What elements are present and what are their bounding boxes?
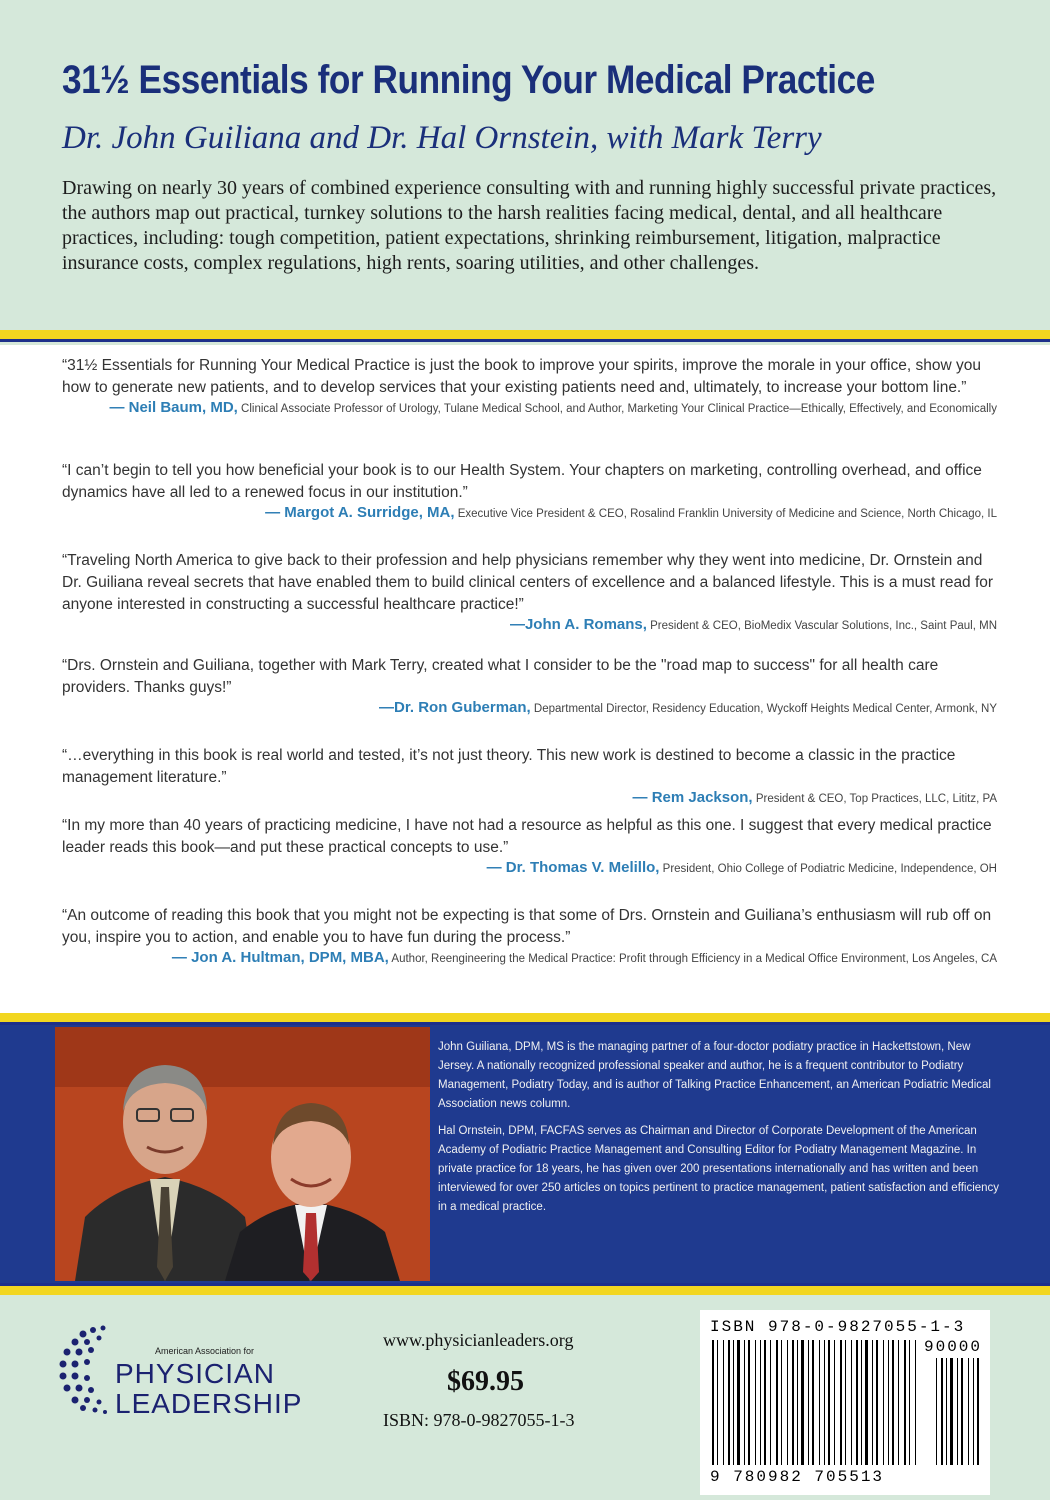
testimonial-attribution xyxy=(62,399,997,418)
testimonial-attribution xyxy=(62,699,997,718)
testimonial-text: “An outcome of reading this book that you might not be expecting is that some of Drs. Ornstein and Guiliana’s enthusiasm will rub off on you, inspire you to action, and enable you to have fun during the process.” xyxy=(62,907,992,946)
testimonial-attribution xyxy=(62,789,997,808)
book-blurb: Drawing on nearly 30 years of combined experience consulting with and running highly successful private practices, the authors map out practical, turnkey solutions to the harsh realities facing medical, dental, and all healthcare practices, including: tough competition, patient expectations, shrinking reimbursement, litigation, malpractice insurance costs, complex regulations, high rents, soaring utilities, and other challenges. xyxy=(62,177,997,274)
barcode xyxy=(700,1310,990,1495)
logo-line1: PHYSICIAN xyxy=(115,1358,275,1389)
bio-guiliana: John Guiliana, DPM, MS is the managing partner of a four-doctor podiatry practice in Hackettstown, New Jersey. A nationally recognized professional speaker and author, he is a frequent contributor to Podiatry Management, Podiatry Today, and is author of Talking Practice Enhancement, an American Podiatric Medical Association news column. xyxy=(438,1041,991,1110)
authors-photo xyxy=(55,1027,430,1281)
testimonial-role: President, Ohio College of Podiatric Medicine, Independence, OH xyxy=(662,863,997,875)
price: $69.95 xyxy=(447,1366,524,1397)
testimonial-attribution xyxy=(62,504,997,523)
publisher-url: www.physicianleaders.org xyxy=(383,1330,574,1350)
testimonial-text: “…everything in this book is real world and tested, it’s not just theory. This new work is destined to become a classic in the practice management literature.” xyxy=(62,747,956,786)
bio-ornstein: Hal Ornstein, DPM, FACFAS serves as Chairman and Director of Corporate Development of the American Academy of Podiatric Practice Management and Consulting Editor for Podiatry Management Magazine. In private practice for 18 years, he has given over 200 presentations internationally and has written and been interviewed for over 250 articles on topics pertinent to practice management, patient satisfaction and efficiency in a medical practice. xyxy=(438,1125,1000,1213)
testimonial-text: “I can’t begin to tell you how beneficial your book is to our Health System. Your chapters on marketing, controlling overhead, and office dynamics have all led to a renewed focus in our institution.” xyxy=(62,462,982,501)
testimonial-text: “31½ Essentials for Running Your Medical Practice is just the book to improve your spirits, improve the morale in your office, show you how to generate new patients, and to develop services that your existing patients need and, ultimately, to increase your bottom line.” xyxy=(62,357,981,396)
testimonial-text: “Drs. Ornstein and Guiliana, together with Mark Terry, created what I consider to be the "road map to success" for all health care providers. Thanks guys!” xyxy=(62,657,939,696)
testimonial-role: Executive Vice President & CEO, Rosalind Franklin University of Medicine and Science, North Chicago, IL xyxy=(457,508,997,520)
testimonial-name: — Neil Baum, MD, xyxy=(109,399,238,416)
testimonials-section xyxy=(0,345,1050,1013)
divider-band xyxy=(0,330,1050,342)
testimonial-attribution xyxy=(62,616,997,635)
testimonial-name: — Jon A. Hultman, DPM, MBA, xyxy=(171,949,389,966)
testimonial-text: “Traveling North America to give back to their profession and help physicians remember why they went into medicine, Dr. Ornstein and Dr. Guiliana reveal secrets that have enabled them to build clinical centers of excellence and a balanced lifestyle. This is a must read for anyone interested in constructing a successful healthcare practice!” xyxy=(62,552,994,613)
testimonial-name: — Dr. Thomas V. Melillo, xyxy=(486,859,660,876)
testimonial-text: “In my more than 40 years of practicing medicine, I have not had a resource as helpful as this one. I suggest that every medical practice leader reads this book—and put these practical concepts to use.” xyxy=(62,817,992,856)
testimonial-role: Departmental Director, Residency Education, Wyckoff Heights Medical Center, Armonk, NY xyxy=(533,703,997,715)
author-bios xyxy=(438,1038,1008,1225)
testimonial xyxy=(62,460,997,523)
barcode-isbn: ISBN 978-0-9827055-1-3 xyxy=(710,1318,966,1336)
publisher-logo xyxy=(55,1320,355,1420)
testimonial-role: Clinical Associate Professor of Urology, Tulane Medical School, and Author, Marketing Your Clinical Practice—Ethically, Effectively, and Economically xyxy=(241,403,997,415)
testimonial-role: Author, Reengineering the Medical Practice: Profit through Efficiency in a Medical Office Environment, Los Angeles, CA xyxy=(391,953,997,965)
logo-small-text: American Association for xyxy=(155,1346,255,1356)
testimonial xyxy=(62,550,997,635)
barcode-digits: 9 780982 705513 xyxy=(710,1468,885,1486)
testimonial xyxy=(62,745,997,808)
testimonial xyxy=(62,355,997,418)
testimonial xyxy=(62,655,997,718)
testimonial-role: President & CEO, Top Practices, LLC, Lititz, PA xyxy=(755,793,997,805)
testimonial-attribution xyxy=(62,949,997,968)
isbn: ISBN: 978-0-9827055-1-3 xyxy=(383,1410,575,1430)
book-title: 31½ Essentials for Running Your Medical Practice xyxy=(62,58,875,102)
top-section xyxy=(0,0,1050,335)
testimonial-name: — Rem Jackson, xyxy=(632,789,753,806)
divider-band xyxy=(0,1013,1050,1025)
testimonial-role: President & CEO, BioMedix Vascular Solutions, Inc., Saint Paul, MN xyxy=(650,620,997,632)
testimonial-name: —John A. Romans, xyxy=(509,616,647,633)
testimonial-attribution xyxy=(62,859,997,878)
dots-icon xyxy=(55,1320,115,1420)
barcode-price-code: 90000 xyxy=(923,1338,982,1356)
testimonial xyxy=(62,905,997,968)
divider-band xyxy=(0,1283,1050,1295)
testimonial xyxy=(62,815,997,878)
testimonial-name: —Dr. Ron Guberman, xyxy=(379,699,531,716)
authors-photo-illustration xyxy=(55,1027,430,1281)
logo-line2: LEADERSHIP xyxy=(115,1388,303,1419)
testimonial-name: — Margot A. Surridge, MA, xyxy=(265,504,455,521)
book-authors: Dr. John Guiliana and Dr. Hal Ornstein, with Mark Terry xyxy=(62,120,822,156)
